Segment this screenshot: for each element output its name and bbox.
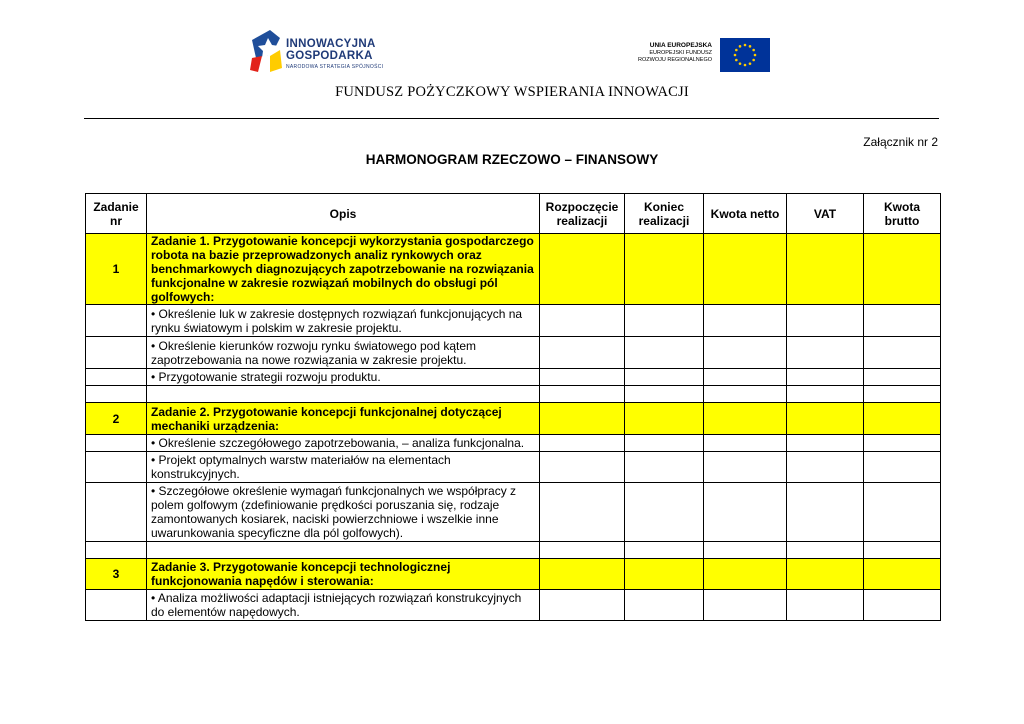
spacer-row	[86, 386, 941, 403]
gross-cell	[864, 234, 941, 305]
task-number: 2	[86, 403, 147, 435]
item-row	[86, 483, 941, 542]
end-cell	[625, 234, 704, 305]
header-gross: Kwota brutto	[864, 194, 941, 234]
task-row	[86, 234, 941, 305]
item-description: • Przygotowanie strategii rozwoju produktu.	[147, 369, 540, 386]
eu-star	[752, 59, 755, 62]
task-number: 1	[86, 234, 147, 305]
item-row	[86, 435, 941, 452]
item-description: • Projekt optymalnych warstw materiałów na elementach konstrukcyjnych.	[147, 452, 540, 483]
document-title: HARMONOGRAM RZECZOWO – FINANSOWY	[365, 152, 659, 167]
header-vat: VAT	[787, 194, 864, 234]
item-row	[86, 305, 941, 337]
header-end: Koniec realizacji	[625, 194, 704, 234]
eu-star	[735, 49, 738, 52]
eu-star	[734, 54, 737, 57]
net-cell	[704, 234, 787, 305]
star-flag-icon	[250, 28, 284, 74]
task-number: 3	[86, 559, 147, 590]
task-title: Zadanie 1. Przygotowanie koncepcji wykorzystania gospodarczego robota na bazie przeprowadzonych analiz rynkowych oraz benchmarkowych diagnozujących zapotrzebowanie na rozwiązania funkcjonalne w zakresie rozwiązań mobilnych do obsługi pól golfowych:	[147, 234, 540, 305]
item-row	[86, 337, 941, 369]
item-description: • Analiza możliwości adaptacji istniejących rozwiązań konstrukcyjnych do elementów napędowych.	[147, 590, 540, 621]
eu-logo-line-1: UNIA EUROPEJSKA	[649, 42, 712, 49]
vat-cell	[787, 234, 864, 305]
item-row	[86, 369, 941, 386]
item-row	[86, 452, 941, 483]
task-row	[86, 559, 941, 590]
item-row	[86, 590, 941, 621]
header-task-no: Zadanie nr	[86, 194, 147, 234]
eu-star	[744, 44, 747, 47]
eu-flag-icon	[720, 38, 770, 72]
eu-star	[749, 62, 752, 65]
logo-line-2: GOSPODARKA	[286, 50, 373, 62]
logo-line-3: NARODOWA STRATEGIA SPÓJNOŚCI	[286, 64, 384, 70]
table-header-row	[86, 194, 941, 234]
task-title: Zadanie 3. Przygotowanie koncepcji technologicznej funkcjonowania napędów i sterowania:	[147, 559, 540, 590]
header-start: Rozpoczęcie realizacji	[540, 194, 625, 234]
innowacyjna-gospodarka-logo	[250, 26, 410, 76]
attachment-label: Załącznik nr 2	[863, 135, 938, 149]
task-row	[86, 403, 941, 435]
eu-logo-line-3: ROZWOJU REGIONALNEGO	[638, 57, 712, 63]
eu-star	[739, 62, 742, 65]
header-net: Kwota netto	[704, 194, 787, 234]
eu-star	[752, 49, 755, 52]
item-description: • Określenie szczegółowego zapotrzebowania, – analiza funkcjonalna.	[147, 435, 540, 452]
eu-logo	[640, 36, 770, 72]
eu-star	[739, 45, 742, 48]
start-cell	[540, 234, 625, 305]
item-description: • Określenie kierunków rozwoju rynku światowego pod kątem zapotrzebowania na nowe rozwiązania w zakresie projektu.	[147, 337, 540, 369]
eu-star	[754, 54, 757, 57]
header-divider	[84, 118, 939, 119]
eu-star	[744, 64, 747, 67]
item-description: • Określenie luk w zakresie dostępnych rozwiązań funkcjonujących na rynku światowym i polskim w zakresie projektu.	[147, 305, 540, 337]
eu-star	[735, 59, 738, 62]
fund-name: FUNDUSZ POŻYCZKOWY WSPIERANIA INNOWACJI	[335, 84, 689, 100]
logo-line-1: INNOWACYJNA	[286, 38, 376, 50]
task-title: Zadanie 2. Przygotowanie koncepcji funkcjonalnej dotyczącej mechaniki urządzenia:	[147, 403, 540, 435]
header-description: Opis	[147, 194, 540, 234]
schedule-table	[85, 193, 941, 621]
eu-logo-line-2: EUROPEJSKI FUNDUSZ	[649, 50, 712, 56]
spacer-row	[86, 542, 941, 559]
eu-star	[749, 45, 752, 48]
item-description: • Szczegółowe określenie wymagań funkcjonalnych we współpracy z polem golfowym (zdefiniowanie prędkości poruszania się, rodzaje zamontowanych kosiarek, naciski powierzchniowe i wszelkie inne uwarunkowania specyficzne dla pól golfowych).	[147, 483, 540, 542]
